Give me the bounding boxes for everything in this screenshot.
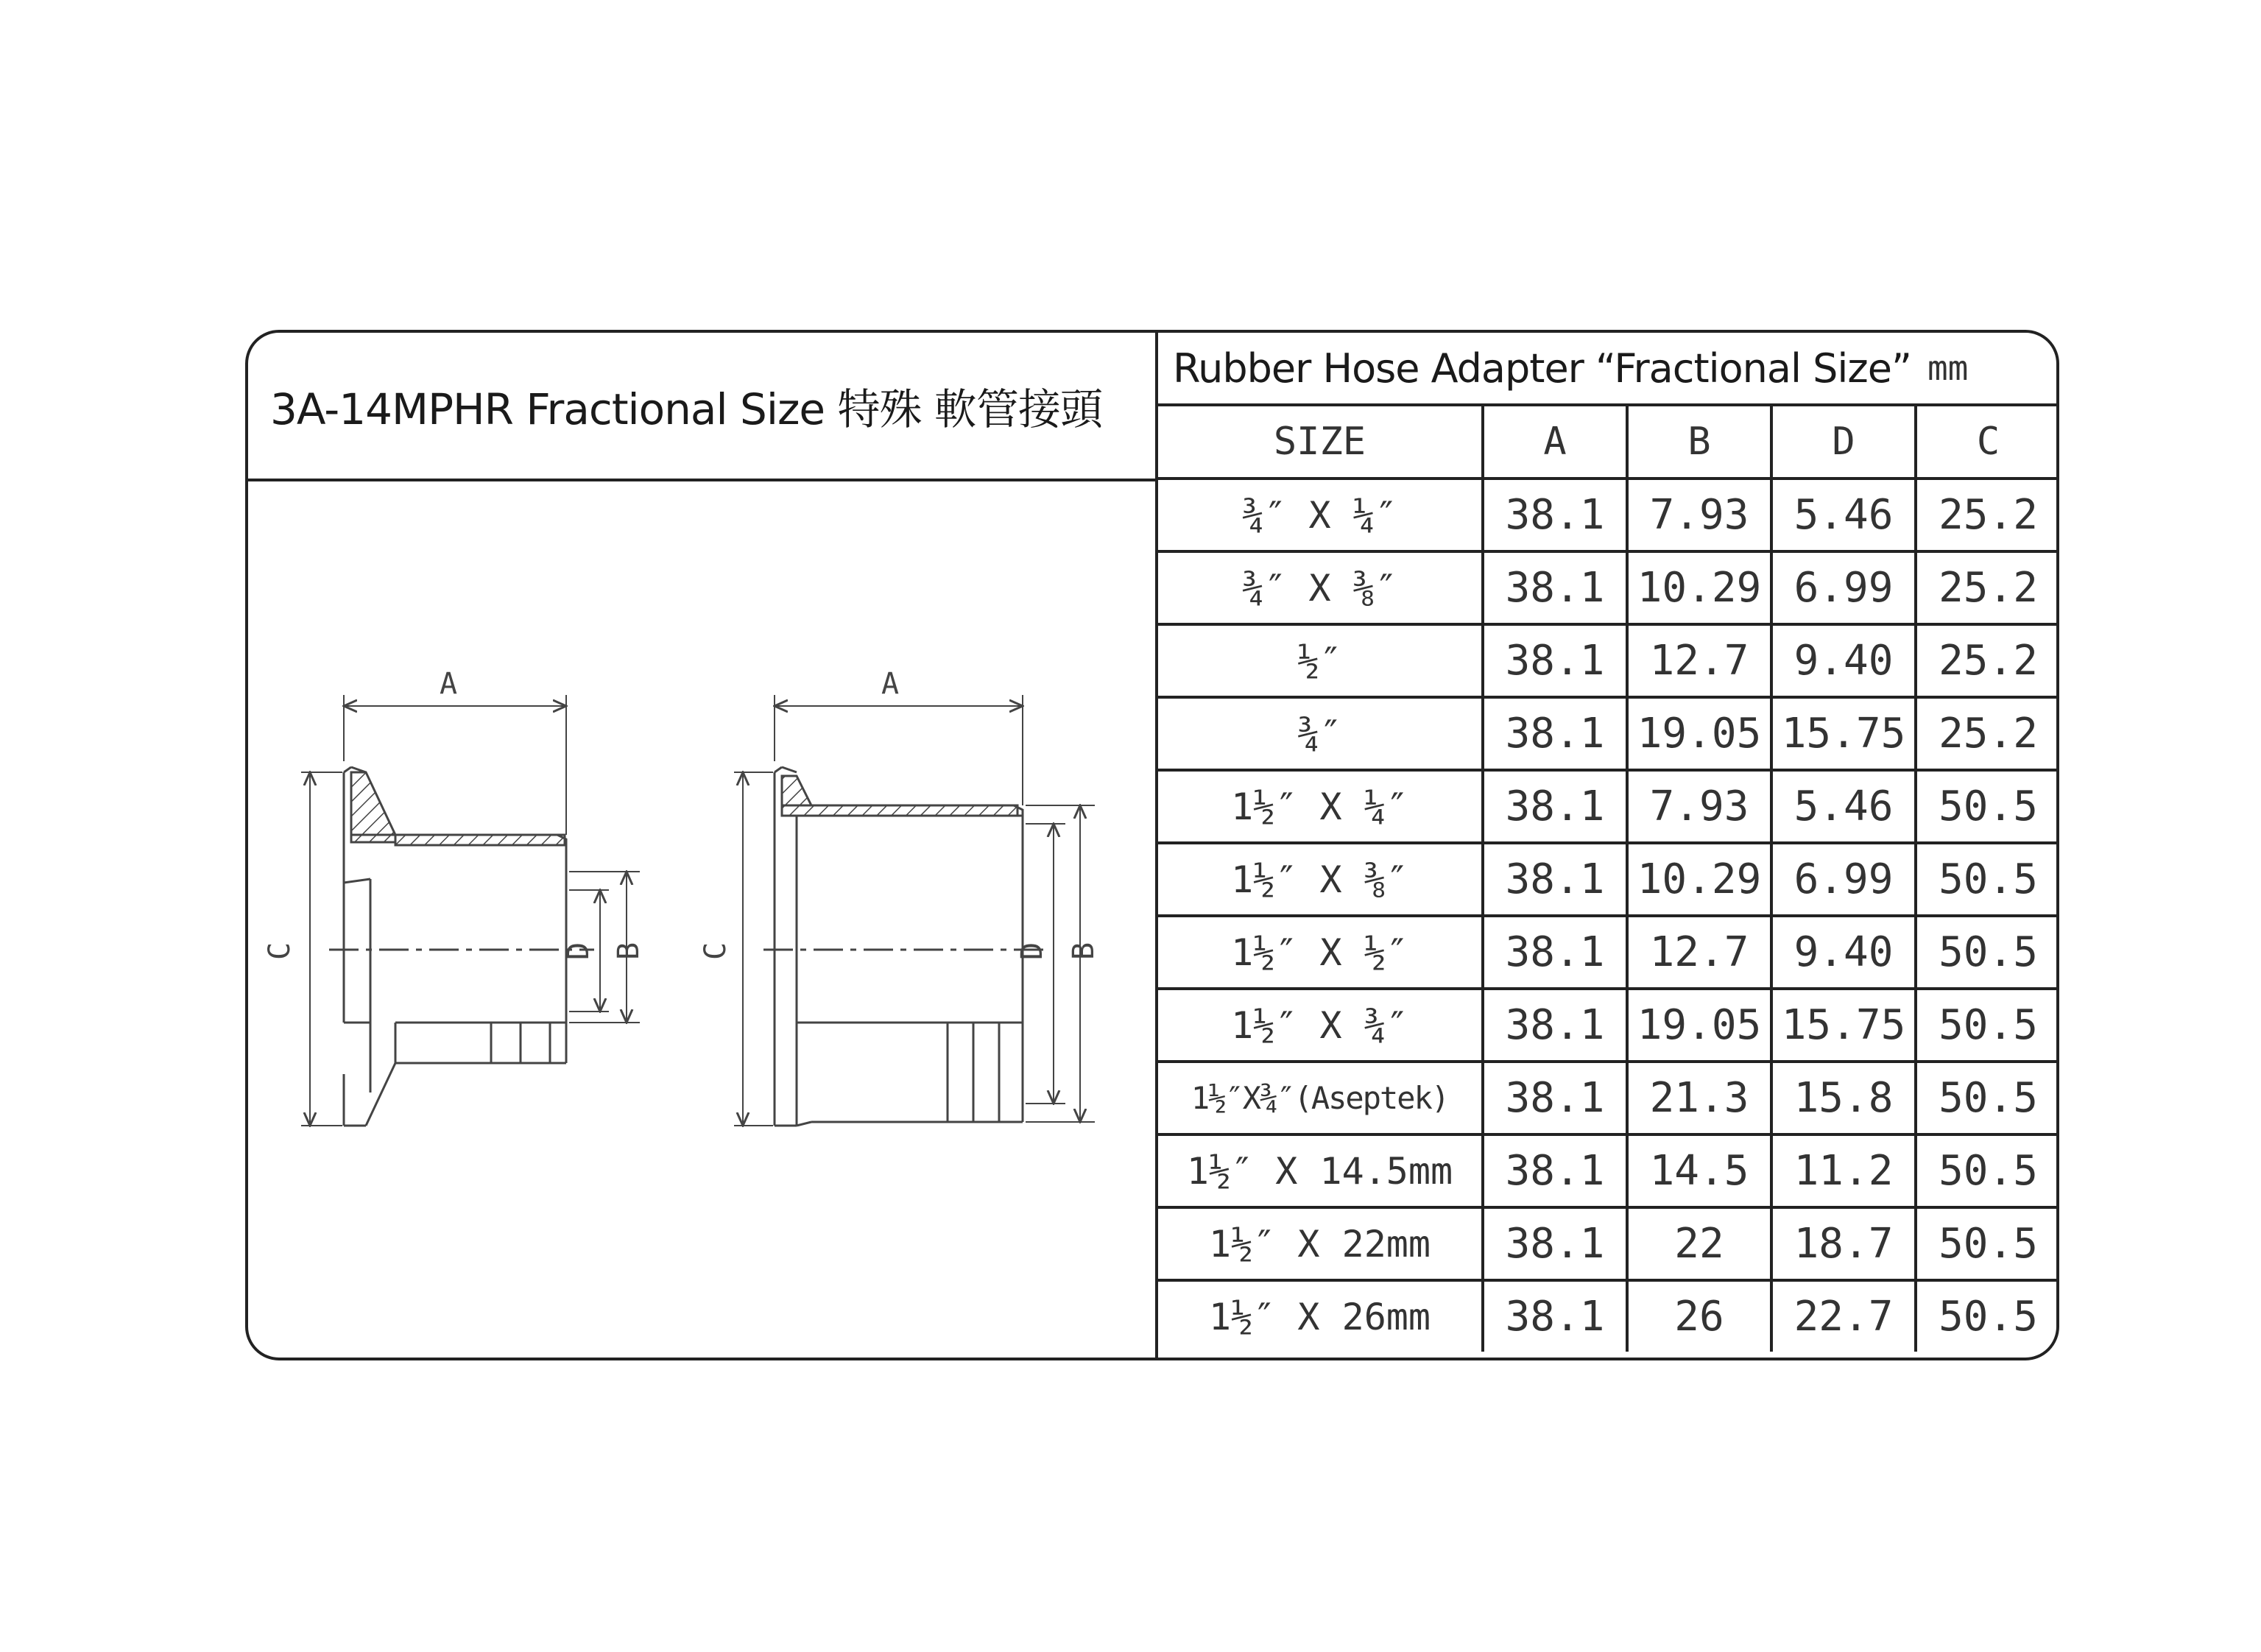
cell-size: 1½″ X ¾″ xyxy=(1158,989,1483,1062)
product-title: 3A-14MPHR Fractional Size 特殊 軟管接頭 xyxy=(270,384,1102,434)
cell-d: 9.40 xyxy=(1771,624,1916,697)
cell-size: 1½″ X 14.5mm xyxy=(1158,1134,1483,1207)
cell-b: 19.05 xyxy=(1627,989,1771,1062)
cell-c: 25.2 xyxy=(1916,551,2059,624)
dim-label-b-right: B xyxy=(1067,942,1101,961)
cell-c: 50.5 xyxy=(1916,916,2059,989)
table-header-row xyxy=(1158,406,2059,479)
cell-c: 25.2 xyxy=(1916,624,2059,697)
cell-d: 18.7 xyxy=(1771,1207,1916,1280)
cell-size: ¾″ X ⅜″ xyxy=(1158,551,1483,624)
drawing-small-flange xyxy=(301,695,640,1126)
cell-size: 1½″ X ¼″ xyxy=(1158,770,1483,843)
cell-size: 1½″ X 22mm xyxy=(1158,1207,1483,1280)
dimension-table xyxy=(1158,406,2059,1352)
column-header-b: B xyxy=(1627,406,1771,479)
cell-d: 15.8 xyxy=(1771,1062,1916,1134)
table-row xyxy=(1158,1280,2059,1352)
cell-a: 38.1 xyxy=(1483,770,1627,843)
cell-a: 38.1 xyxy=(1483,916,1627,989)
dim-label-d-left: D xyxy=(562,942,596,961)
cell-a: 38.1 xyxy=(1483,843,1627,916)
cell-d: 22.7 xyxy=(1771,1280,1916,1352)
cell-a: 38.1 xyxy=(1483,624,1627,697)
cell-b: 22 xyxy=(1627,1207,1771,1280)
unit-label: mm xyxy=(1927,348,1969,388)
cell-d: 15.75 xyxy=(1771,697,1916,770)
dim-label-c-left: C xyxy=(263,942,297,961)
cell-size: 1½″ X ⅜″ xyxy=(1158,843,1483,916)
column-header-size: SIZE xyxy=(1158,406,1483,479)
column-header-d: D xyxy=(1771,406,1916,479)
adapter-drawings-svg xyxy=(248,481,1155,1358)
spec-card xyxy=(245,330,2059,1360)
dim-label-d-right: D xyxy=(1015,942,1049,961)
table-row xyxy=(1158,697,2059,770)
cell-b: 10.29 xyxy=(1627,551,1771,624)
dim-label-c-right: C xyxy=(699,942,733,961)
table-row xyxy=(1158,989,2059,1062)
cell-size: ½″ xyxy=(1158,624,1483,697)
column-header-a: A xyxy=(1483,406,1627,479)
table-row xyxy=(1158,916,2059,989)
table-row xyxy=(1158,1207,2059,1280)
cell-size: 1½″ X 26mm xyxy=(1158,1280,1483,1352)
dim-label-a-right: A xyxy=(881,667,900,701)
table-row xyxy=(1158,1062,2059,1134)
cell-b: 7.93 xyxy=(1627,770,1771,843)
cell-c: 50.5 xyxy=(1916,1280,2059,1352)
cell-a: 38.1 xyxy=(1483,1280,1627,1352)
cell-c: 50.5 xyxy=(1916,1134,2059,1207)
column-header-c: C xyxy=(1916,406,2059,479)
cell-c: 50.5 xyxy=(1916,1062,2059,1134)
dim-label-a-left: A xyxy=(439,667,458,701)
cell-b: 14.5 xyxy=(1627,1134,1771,1207)
cell-a: 38.1 xyxy=(1483,989,1627,1062)
cell-c: 25.2 xyxy=(1916,697,2059,770)
cell-size: 1½″ X ½″ xyxy=(1158,916,1483,989)
cell-size: ¾″ X ¼″ xyxy=(1158,479,1483,551)
cell-b: 10.29 xyxy=(1627,843,1771,916)
product-header xyxy=(248,333,1155,481)
cell-a: 38.1 xyxy=(1483,1134,1627,1207)
cell-b: 12.7 xyxy=(1627,624,1771,697)
technical-drawing xyxy=(248,481,1155,1358)
cell-size: ¾″ xyxy=(1158,697,1483,770)
cell-c: 25.2 xyxy=(1916,479,2059,551)
cell-d: 11.2 xyxy=(1771,1134,1916,1207)
cell-d: 5.46 xyxy=(1771,479,1916,551)
cell-b: 19.05 xyxy=(1627,697,1771,770)
table-row xyxy=(1158,770,2059,843)
cell-d: 15.75 xyxy=(1771,989,1916,1062)
cell-b: 12.7 xyxy=(1627,916,1771,989)
cell-a: 38.1 xyxy=(1483,551,1627,624)
dim-label-b-left: B xyxy=(612,942,646,961)
cell-a: 38.1 xyxy=(1483,479,1627,551)
table-row xyxy=(1158,551,2059,624)
cell-c: 50.5 xyxy=(1916,1207,2059,1280)
cell-c: 50.5 xyxy=(1916,770,2059,843)
cell-b: 7.93 xyxy=(1627,479,1771,551)
table-row xyxy=(1158,624,2059,697)
table-title-bar xyxy=(1158,333,2059,406)
cell-b: 26 xyxy=(1627,1280,1771,1352)
cell-a: 38.1 xyxy=(1483,1062,1627,1134)
cell-d: 6.99 xyxy=(1771,843,1916,916)
cell-a: 38.1 xyxy=(1483,697,1627,770)
cell-d: 5.46 xyxy=(1771,770,1916,843)
table-row xyxy=(1158,1134,2059,1207)
cell-size: 1½″X¾″(Aseptek) xyxy=(1158,1062,1483,1134)
cell-c: 50.5 xyxy=(1916,989,2059,1062)
cell-b: 21.3 xyxy=(1627,1062,1771,1134)
table-title: Rubber Hose Adapter “Fractional Size” xyxy=(1173,345,1911,392)
cell-c: 50.5 xyxy=(1916,843,2059,916)
cell-d: 6.99 xyxy=(1771,551,1916,624)
table-row xyxy=(1158,843,2059,916)
drawing-large-flange xyxy=(734,695,1095,1126)
table-row xyxy=(1158,479,2059,551)
cell-d: 9.40 xyxy=(1771,916,1916,989)
cell-a: 38.1 xyxy=(1483,1207,1627,1280)
